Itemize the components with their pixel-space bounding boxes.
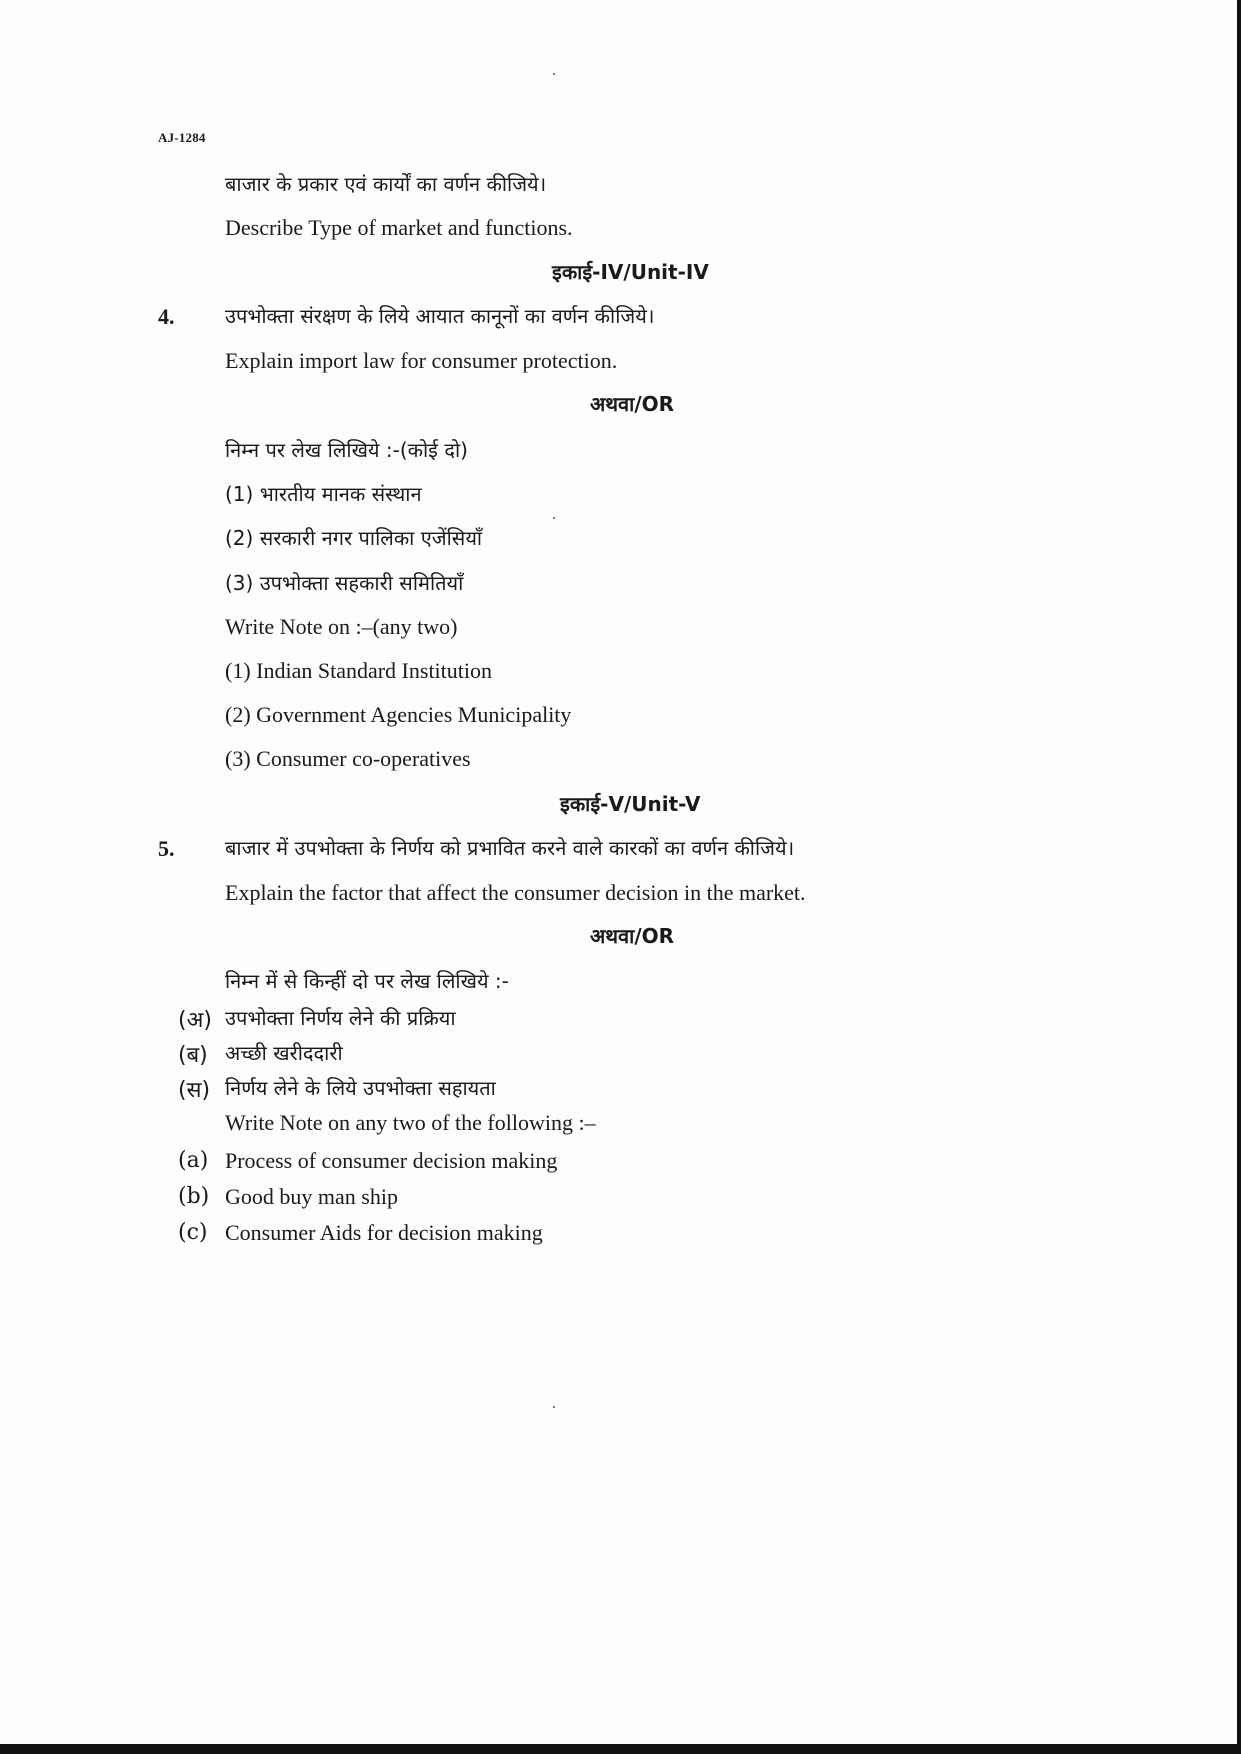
unit-4-alt-item-english: (1) Indian Standard Institution xyxy=(225,658,493,683)
unit-5-alt-item-english: Process of consumer decision making xyxy=(225,1148,558,1173)
unit-5-alt-instruction-english: Write Note on any two of the following :– xyxy=(225,1110,596,1135)
list-marker: (c) xyxy=(178,1220,208,1245)
unit-5-heading-text: इकाई-V/Unit-V xyxy=(560,792,701,816)
question-4-english: Explain import law for consumer protection. xyxy=(225,348,618,373)
unit-5-or-label xyxy=(590,922,674,949)
unit-4-or-label xyxy=(590,390,674,417)
list-marker: (b) xyxy=(178,1184,210,1209)
list-marker: (a) xyxy=(178,1148,209,1173)
question-4-hindi: उपभोक्ता संरक्षण के लिये आयात कानूनों का वर्णन कीजिये। xyxy=(225,304,655,328)
list-marker: (ब) xyxy=(178,1043,208,1068)
unit-5-alt-item-english: Consumer Aids for decision making xyxy=(225,1220,543,1245)
unit-4-heading xyxy=(552,258,709,285)
unit-5-alt-item-hindi: अच्छी खरीददारी xyxy=(225,1041,343,1065)
unit-4-or-text: अथवा/OR xyxy=(590,392,675,416)
unit-4-alt-item-english: (2) Government Agencies Municipality xyxy=(225,702,572,727)
unit-4-heading-text: इकाई-IV/Unit-IV xyxy=(552,260,709,284)
unit-5-or-text: अथवा/OR xyxy=(590,924,675,948)
question-5-number: 5. xyxy=(158,836,175,861)
paper-code: AJ-1284 xyxy=(158,130,206,145)
intro-question-hindi: बाजार के प्रकार एवं कार्यों का वर्णन कीजिये। xyxy=(225,172,547,196)
scan-edge-bottom xyxy=(0,1744,1241,1754)
unit-5-alt-instruction-hindi: निम्न में से किन्हीं दो पर लेख लिखिये :- xyxy=(225,969,509,993)
scan-speck xyxy=(553,73,555,75)
unit-5-alt-item-hindi: निर्णय लेने के लिये उपभोक्ता सहायता xyxy=(225,1076,496,1100)
scan-speck xyxy=(553,517,555,519)
unit-4-alt-item-hindi: (2) सरकारी नगर पालिका एजेंसियाँ xyxy=(225,526,483,550)
unit-4-alt-instruction-english: Write Note on :–(any two) xyxy=(225,614,458,639)
question-5-english: Explain the factor that affect the consumer decision in the market. xyxy=(225,880,806,905)
list-marker: (स) xyxy=(178,1078,211,1103)
list-marker: (अ) xyxy=(178,1008,212,1033)
scan-speck xyxy=(553,1406,555,1408)
scan-edge-right xyxy=(1237,0,1241,1754)
unit-4-alt-item-hindi: (3) उपभोक्ता सहकारी समितियाँ xyxy=(225,571,464,595)
intro-question-english: Describe Type of market and functions. xyxy=(225,215,573,240)
unit-4-alt-item-english: (3) Consumer co-operatives xyxy=(225,746,471,771)
unit-5-heading xyxy=(560,790,700,817)
question-5-hindi: बाजार में उपभोक्ता के निर्णय को प्रभावित करने वाले कारकों का वर्णन कीजिये। xyxy=(225,836,795,860)
unit-4-alt-instruction-hindi: निम्न पर लेख लिखिये :-(कोई दो) xyxy=(225,438,468,462)
question-4-number: 4. xyxy=(158,304,175,329)
unit-5-alt-item-hindi: उपभोक्ता निर्णय लेने की प्रक्रिया xyxy=(225,1006,456,1030)
unit-5-alt-item-english: Good buy man ship xyxy=(225,1184,398,1209)
unit-4-alt-item-hindi: (1) भारतीय मानक संस्थान xyxy=(225,482,422,506)
